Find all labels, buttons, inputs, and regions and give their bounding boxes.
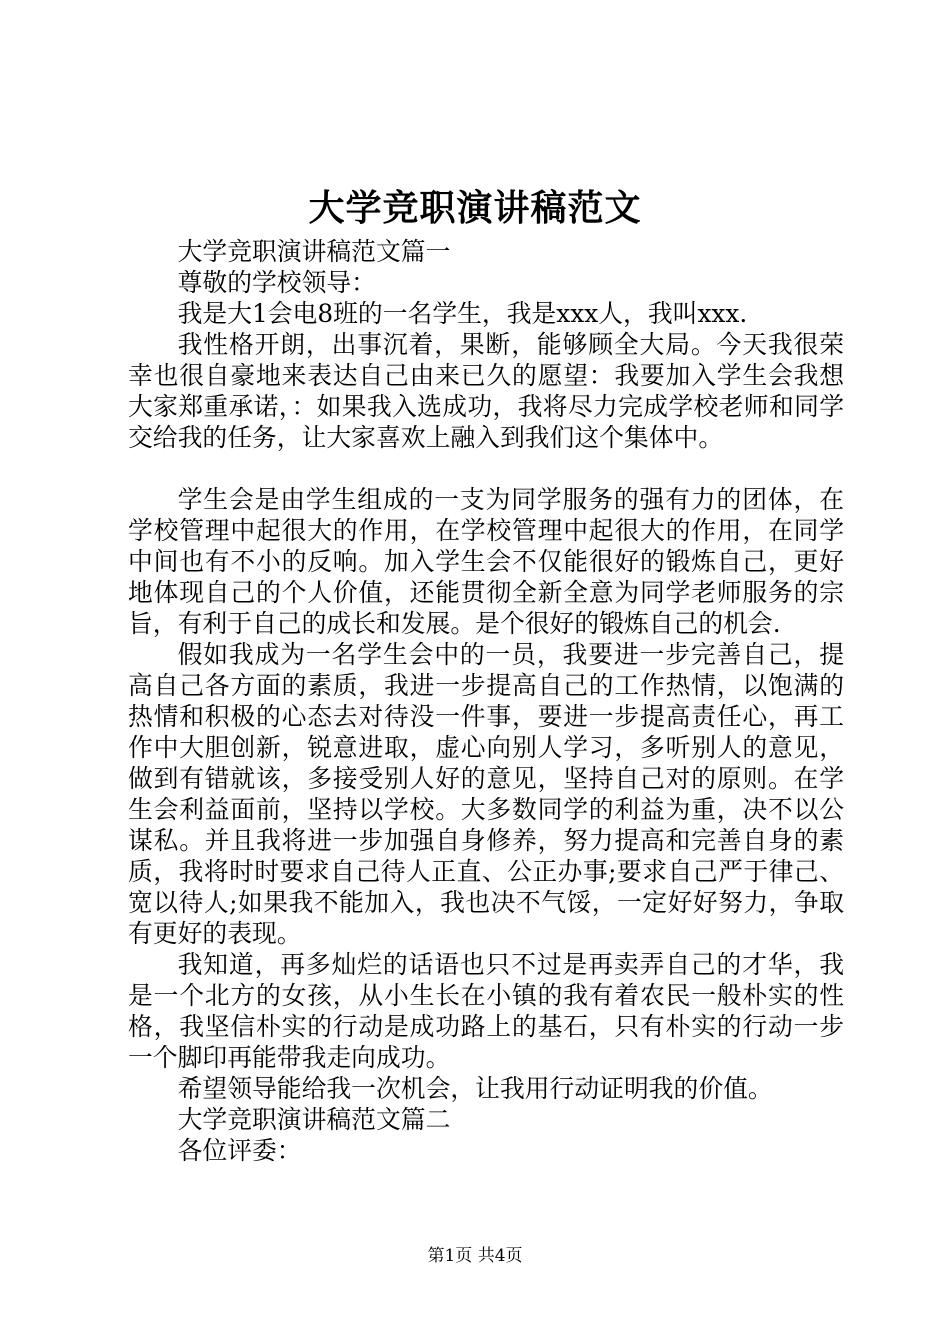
document-title: 大学竞职演讲稿范文: [308, 187, 642, 229]
page-number: 第1页 共4页: [427, 1246, 523, 1266]
paragraph-intro: 我是大1会电8班的一名学生，我是xxx人，我叫xxx.: [177, 299, 748, 328]
paragraph-student-union: 学生会是由学生组成的一支为同学服务的强有力的团体，在学校管理中起很大的作用，在学校管理中起很大的作用，在同学中间也有不小的反响。加入学生会不仅能很好的锻炼自己，更好地体现自己的个人价值，还能贯彻全新全意为同学老师服务的宗旨，有利于自己的成长和发展。是个很好的锻炼自己的机会.: [128, 485, 844, 638]
paragraph-closing: 希望领导能给我一次机会，让我用行动证明我的价值。: [177, 1074, 773, 1103]
paragraph-spacer: [128, 453, 844, 484]
salutation-2: 各位评委：: [177, 1136, 302, 1165]
section-heading-2: 大学竞职演讲稿范文篇二: [177, 1105, 451, 1134]
section-heading-1: 大学竞职演讲稿范文篇一: [177, 237, 451, 266]
paragraph-commitment: 假如我成为一名学生会中的一员，我要进一步完善自己，提高自己各方面的素质，我进一步提高自己的工作热情，以饱满的热情和积极的心态去对待没一件事，要进一步提高责任心，再工作中大胆创新，锐意进取，虚心向别人学习，多听别人的意见，做到有错就该，多接受别人好的意见，坚持自己对的原则。在学生会利益面前，坚持以学校。大多数同学的利益为重，决不以公谋私。并且我将进一步加强自身修养，努力提高和完善自身的素质，我将时时要求自己待人正直、公正办事;要求自己严于律己、宽以待人;如果我不能加入，我也决不气馁，一定好好努力，争取有更好的表现。: [128, 640, 844, 948]
salutation: 尊敬的学校领导：: [177, 268, 376, 297]
paragraph-character: 我知道，再多灿烂的话语也只不过是再卖弄自己的才华，我是一个北方的女孩，从小生长在小镇的我有着农民一般朴实的性格，我坚信朴实的行动是成功路上的基石，只有朴实的行动一步一个脚印再能带我走向成功。: [128, 950, 844, 1072]
paragraph-personality: 我性格开朗，出事沉着，果断，能够顾全大局。今天我很荣幸也很自豪地来表达自己由来已久的愿望：我要加入学生会我想大家郑重承诺，：如果我入选成功，我将尽力完成学校老师和同学交给我的任务，让大家喜欢上融入到我们这个集体中。: [128, 330, 844, 452]
document-body: [128, 236, 844, 1166]
